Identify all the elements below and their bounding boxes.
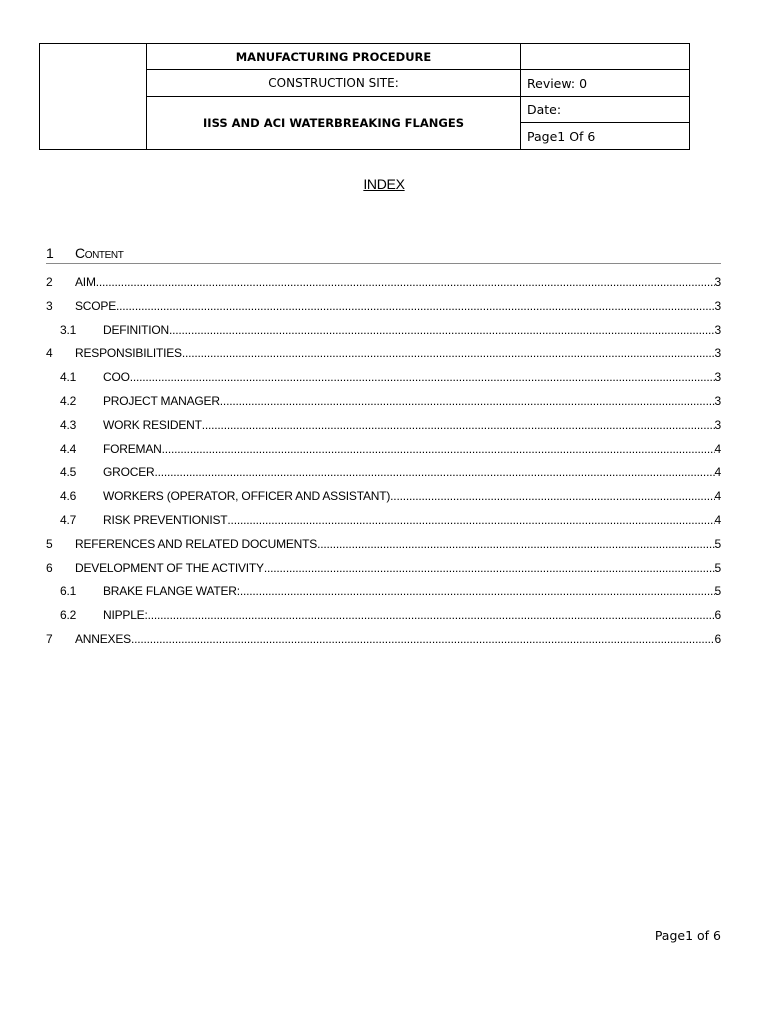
index-title: INDEX [363,176,405,192]
toc-entry[interactable] [46,536,721,552]
toc-entry-title: WORK RESIDENT [103,417,202,432]
procedure-subject: IISS AND ACI WATERBREAKING FLANGES [147,97,521,150]
toc-entry-number: 4 [46,346,53,361]
logo-cell [40,44,147,150]
toc-entry-number: 4.2 [60,394,77,408]
toc-entry[interactable] [60,369,721,385]
toc-entry[interactable] [46,631,721,647]
toc-entry-title: NIPPLE: [103,608,148,623]
toc-entry-leader-dots [169,322,715,338]
toc-entry[interactable] [60,512,721,528]
footer-page-number: Page1 of 6 [654,928,721,943]
toc-entry-page: 3 [714,298,721,313]
toc-entry-leader-dots [96,274,715,290]
toc-entry-number: 4.1 [60,370,77,385]
toc-entry-title: SCOPE [75,298,117,313]
toc-entry[interactable] [60,322,721,338]
page-label: Page1 Of 6 [521,123,690,150]
toc-entry-number: 4.5 [60,465,77,480]
toc-entry[interactable] [46,345,721,361]
toc-entry[interactable] [60,488,721,504]
toc-entry-page: 3 [714,394,721,408]
review-label: Review: 0 [521,70,690,97]
toc-entry-number: 4.4 [60,441,77,456]
toc-entry-leader-dots [240,583,715,599]
toc-entry-number: 4.3 [60,417,77,432]
toc-entry-title: FOREMAN [103,441,162,456]
procedure-title: MANUFACTURING PROCEDURE [147,44,521,70]
toc-entry-page: 3 [714,322,721,337]
toc-entry-leader-dots [220,393,715,409]
toc-entry-page: 3 [714,346,721,361]
toc-entry-leader-dots [227,512,714,528]
toc-entry-leader-dots [390,488,714,504]
toc-entry-page: 4 [714,513,721,527]
toc-entry-leader-dots [182,345,715,361]
toc-entry[interactable] [46,274,721,290]
toc-entry-number: 3 [46,298,53,313]
toc-entry-leader-dots [317,536,714,552]
content-heading [46,245,721,264]
document-header-table [39,43,690,150]
toc-entry-leader-dots [202,417,715,433]
toc-entry-page: 4 [714,465,721,480]
toc-entry-title: DEVELOPMENT OF THE ACTIVITY [75,560,264,575]
toc-entry-page: 3 [714,275,721,289]
toc-entry-title: RESPONSIBILITIES [75,346,182,361]
toc-entry-title: RISK PREVENTIONIST [103,513,228,527]
toc-entry-title: COO [103,370,130,385]
toc-entry[interactable] [60,441,721,457]
toc-entry[interactable] [60,393,721,409]
toc-entry-number: 6 [46,560,53,575]
toc-entry-number: 6.2 [60,608,77,623]
toc-entry-page: 6 [714,632,721,646]
toc-entry-title: DEFINITION [103,322,169,337]
toc-entry-page: 4 [714,441,721,456]
construction-site-label: CONSTRUCTION SITE: [147,70,521,97]
toc-entry-page: 3 [714,370,721,385]
toc-entry-page: 5 [714,536,721,551]
toc-entry[interactable] [60,583,721,599]
toc-entry-number: 6.1 [60,584,77,599]
toc-entry-number: 7 [46,632,53,646]
toc-entry-leader-dots [130,369,715,385]
date-label: Date: [521,97,690,123]
toc-entry-title: PROJECT MANAGER [103,394,220,408]
content-heading-number: 1 [46,245,54,261]
toc-entry-page: 4 [714,489,721,504]
toc-entry[interactable] [46,560,721,576]
toc-entry-leader-dots [264,560,715,576]
toc-entry-leader-dots [162,441,715,457]
toc-entry-title: BRAKE FLANGE WATER: [103,584,240,599]
toc-entry-page: 5 [714,560,721,575]
toc-entry-title: REFERENCES AND RELATED DOCUMENTS [75,536,318,551]
toc-entry-page: 5 [714,584,721,599]
toc-entry[interactable] [46,298,721,314]
header-empty-cell [521,44,690,70]
toc-entry-title: GROCER [103,465,155,480]
toc-entry-leader-dots [154,464,714,480]
toc-entry-page: 6 [714,608,721,623]
toc-entry-number: 4.6 [60,489,77,504]
toc-entry[interactable] [60,417,721,433]
toc-entry-number: 3.1 [60,322,77,337]
toc-entry[interactable] [60,607,721,623]
toc-entry-title: WORKERS (OPERATOR, OFFICER AND ASSISTANT) [103,489,391,504]
toc-entry-leader-dots [131,631,715,647]
toc-entry-number: 5 [46,536,53,551]
toc-entry-number: 2 [46,275,53,289]
toc-entry-leader-dots [148,607,715,623]
toc-entry-leader-dots [116,298,715,314]
toc-entry-page: 3 [714,417,721,432]
content-heading-label: Content [75,245,124,261]
toc-entry-title: ANNEXES [75,632,131,646]
toc-entry-title: AIM [75,275,96,289]
toc-entry[interactable] [60,464,721,480]
toc-entry-number: 4.7 [60,513,77,527]
